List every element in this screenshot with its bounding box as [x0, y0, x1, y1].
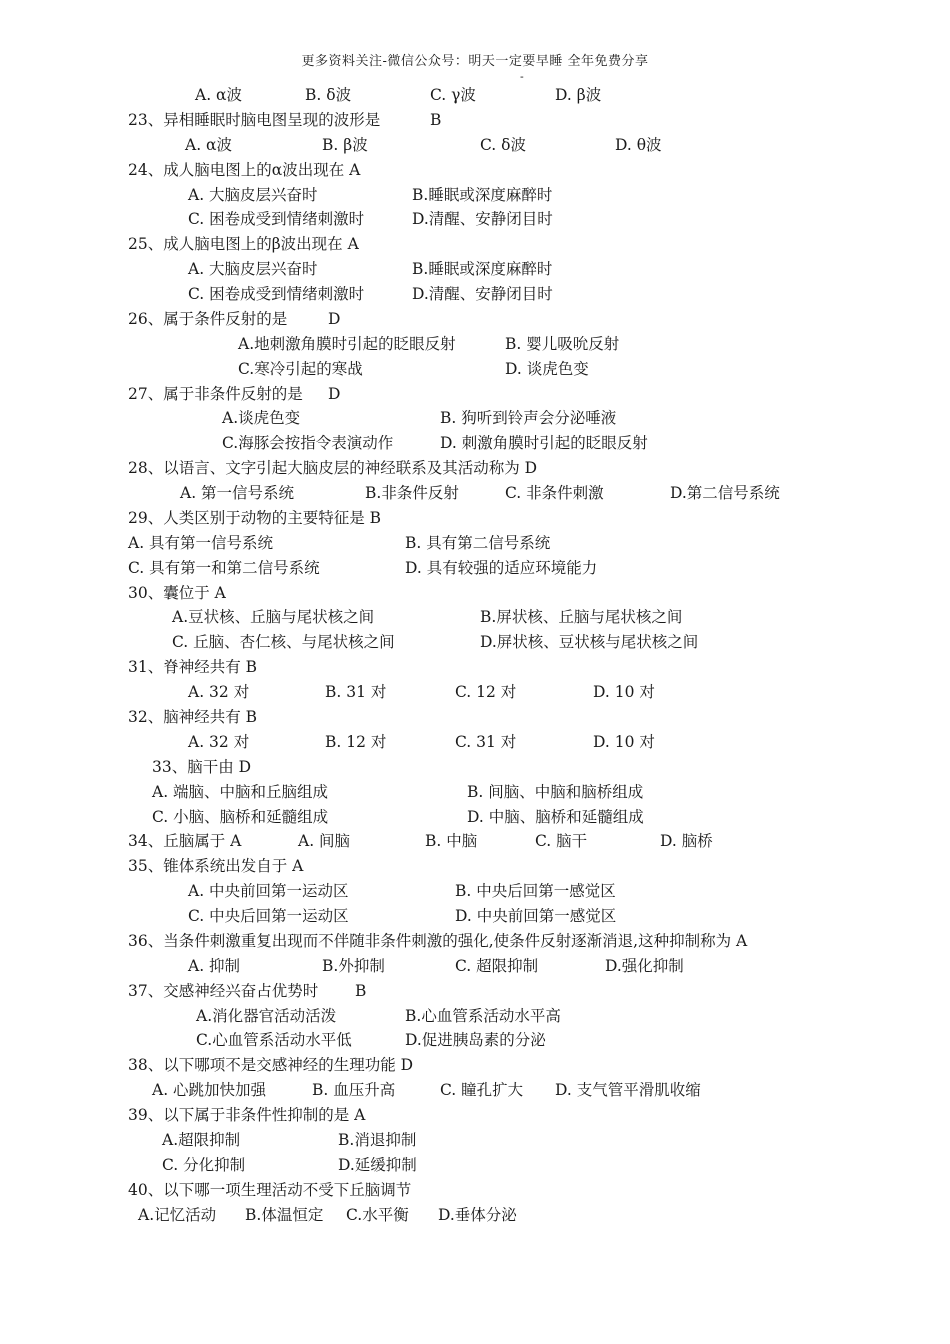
- line-text: C.寒冷引起的寒战: [238, 359, 363, 378]
- line-text: A. 抑制: [188, 956, 241, 975]
- line-text: 26、属于条件反射的是: [128, 309, 288, 328]
- line-text: A.谈虎色变: [222, 409, 301, 428]
- line-text: 30、囊位于 A: [128, 583, 226, 602]
- option-text: D.屏状核、豆状核与尾状核之间: [480, 633, 699, 652]
- option-text: D. 刺激角膜时引起的眨眼反射: [440, 434, 648, 453]
- option-text: C. 超限抑制: [455, 956, 539, 975]
- option-text: B.睡眠或深度麻醉时: [412, 185, 553, 204]
- option-text: B.屏状核、丘脑与尾状核之间: [480, 608, 683, 627]
- line-text: A. 端脑、中脑和丘脑组成: [152, 782, 329, 801]
- line-text: A. 中央前回第一运动区: [188, 882, 349, 901]
- option-text: B. β波: [322, 135, 368, 154]
- option-text: D. 10 对: [593, 683, 655, 702]
- option-text: B. 具有第二信号系统: [405, 533, 551, 552]
- line-text: 38、以下哪项不是交感神经的生理功能 D: [128, 1056, 414, 1075]
- line-text: A. 具有第一信号系统: [128, 533, 274, 552]
- option-text: B: [355, 981, 367, 1000]
- line-text: 35、锥体系统出发自于 A: [128, 857, 304, 876]
- header-dash: -: [520, 70, 524, 83]
- line-text: A.消化器官活动活泼: [196, 1006, 337, 1025]
- line-text: C. 具有第一和第二信号系统: [128, 558, 320, 577]
- line-text: C. 中央后回第一运动区: [188, 907, 349, 926]
- option-text: C. 12 对: [455, 683, 517, 702]
- line-text: A. α波: [185, 135, 233, 154]
- option-text: B. 血压升高: [312, 1081, 396, 1100]
- line-text: 37、交感神经兴奋占优势时: [128, 981, 319, 1000]
- line-text: A. α波: [195, 86, 243, 104]
- line-text: 24、成人脑电图上的α波出现在 A: [128, 160, 361, 179]
- option-text: B. δ波: [305, 86, 352, 104]
- line-text: 39、以下属于非条件性抑制的是 A: [128, 1106, 366, 1125]
- option-text: D.促进胰岛素的分泌: [405, 1031, 546, 1050]
- option-text: D. 支气管平滑肌收缩: [555, 1081, 701, 1100]
- line-text: 31、脊神经共有 B: [128, 658, 258, 677]
- line-text: C.海豚会按指令表演动作: [222, 434, 394, 453]
- option-text: D.第二信号系统: [670, 484, 780, 503]
- line-text: A.超限抑制: [162, 1130, 241, 1149]
- line-text: C. 困卷成受到情绪刺激时: [188, 210, 365, 229]
- line-text: A. 32 对: [188, 732, 250, 751]
- option-text: D.强化抑制: [605, 956, 684, 975]
- option-text: B. 31 对: [325, 683, 387, 702]
- option-text: D: [328, 384, 341, 403]
- line-text: C. 小脑、脑桥和延髓组成: [152, 807, 329, 826]
- line-text: 32、脑神经共有 B: [128, 708, 258, 726]
- option-text: B.睡眠或深度麻醉时: [412, 260, 553, 279]
- page-header: 更多资料关注-微信公众号：明天一定要早睡 全年免费分享: [301, 54, 649, 69]
- option-text: D: [328, 309, 341, 328]
- line-text: A. 第一信号系统: [180, 484, 295, 503]
- option-text: D.垂体分泌: [438, 1205, 517, 1224]
- option-text: B. 婴儿吸吮反射: [505, 334, 620, 353]
- option-text: B.消退抑制: [338, 1130, 417, 1149]
- line-text: A. 大脑皮层兴奋时: [188, 185, 318, 204]
- option-text: C. 31 对: [455, 732, 517, 751]
- option-text: C. γ波: [430, 86, 476, 104]
- option-text: D. 10 对: [593, 732, 655, 751]
- line-text: C. 困卷成受到情绪刺激时: [188, 285, 365, 304]
- option-text: D.清醒、安静闭目时: [412, 210, 553, 229]
- option-text: D. β波: [555, 86, 602, 104]
- line-text: A.豆状核、丘脑与尾状核之间: [172, 608, 375, 627]
- line-text: C.心血管系活动水平低: [196, 1031, 352, 1050]
- option-text: D. θ波: [615, 135, 662, 154]
- option-text: B.非条件反射: [365, 484, 459, 503]
- line-text: 23、异相睡眠时脑电图呈现的波形是: [128, 110, 381, 129]
- line-text: 40、以下哪一项生理活动不受下丘脑调节: [128, 1180, 412, 1199]
- option-text: D. 具有较强的适应环境能力: [405, 558, 598, 577]
- option-text: D. 谈虎色变: [505, 359, 589, 378]
- option-text: D. 脑桥: [660, 832, 713, 851]
- option-text: B.体温恒定: [245, 1205, 324, 1224]
- line-text: 25、成人脑电图上的β波出现在 A: [128, 235, 359, 254]
- option-text: B. 间脑、中脑和脑桥组成: [467, 782, 644, 801]
- option-text: B. 12 对: [325, 732, 387, 751]
- option-text: B: [430, 110, 442, 129]
- option-text: A. 间脑: [298, 832, 351, 851]
- line-text: A. 32 对: [188, 683, 250, 702]
- line-text: A.记忆活动: [138, 1205, 217, 1224]
- option-text: C. 瞳孔扩大: [440, 1081, 524, 1100]
- line-text: C. 丘脑、杏仁核、与尾状核之间: [172, 633, 395, 652]
- option-text: B. 中脑: [425, 832, 478, 851]
- option-text: B.外抑制: [322, 956, 385, 975]
- option-text: D. 中央前回第一感觉区: [455, 907, 617, 926]
- line-text: A. 心跳加快加强: [152, 1081, 267, 1100]
- line-text: 36、当条件刺激重复出现而不伴随非条件刺激的强化,使条件反射逐渐消退,这种抑制称为 A: [128, 931, 748, 950]
- line-text: A. 大脑皮层兴奋时: [188, 260, 318, 279]
- line-text: 27、属于非条件反射的是: [128, 384, 303, 403]
- option-text: C. δ波: [480, 135, 526, 154]
- line-text: A.地刺激角膜时引起的眨眼反射: [238, 334, 456, 353]
- option-text: B. 狗听到铃声会分泌唾液: [440, 409, 617, 428]
- option-text: D.清醒、安静闭目时: [412, 285, 553, 304]
- line-text: C. 分化抑制: [162, 1155, 246, 1174]
- option-text: D. 中脑、脑桥和延髓组成: [467, 807, 644, 826]
- line-text: 29、人类区别于动物的主要特征是 B: [128, 508, 382, 527]
- line-text: 34、丘脑属于 A: [128, 832, 242, 851]
- line-text: 28、以语言、文字引起大脑皮层的神经联系及其活动称为 D: [128, 459, 538, 478]
- option-text: D.延缓抑制: [338, 1155, 417, 1174]
- option-text: B.心血管系活动水平高: [405, 1006, 561, 1025]
- option-text: C. 非条件刺激: [505, 484, 604, 503]
- line-text: 33、脑干由 D: [152, 757, 252, 776]
- option-text: C. 脑干: [535, 832, 588, 851]
- option-text: C.水平衡: [346, 1205, 409, 1224]
- option-text: B. 中央后回第一感觉区: [455, 882, 616, 901]
